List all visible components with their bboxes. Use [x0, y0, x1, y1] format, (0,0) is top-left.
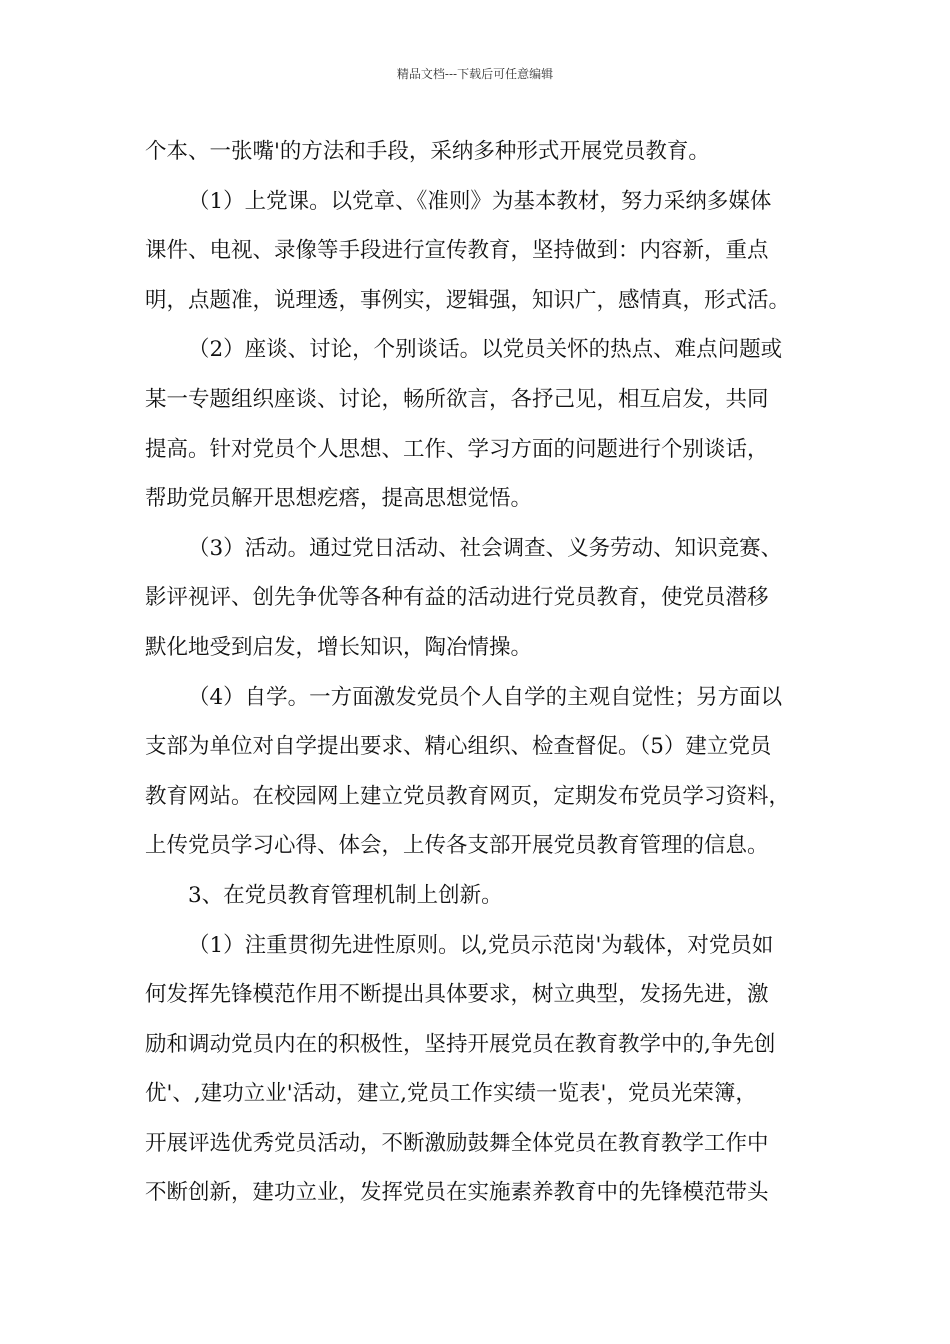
text-line: 课件、电视、录像等手段进行宣传教育，坚持做到：内容新，重点	[145, 238, 769, 264]
text-line: 帮助党员解开思想疙瘩，提高思想觉悟。	[145, 486, 533, 512]
text-line: 个本、一张嘴'的方法和手段，采纳多种形式开展党员教育。	[145, 139, 710, 164]
text-line: （3）活动。通过党日活动、社会调查、义务劳动、知识竞赛、	[188, 535, 783, 561]
text-line: 某一专题组织座谈、讨论，畅所欲言，各抒己见，相互启发，共同	[145, 386, 769, 412]
text-line: 支部为单位对自学提出要求、精心组织、检查督促。（5）建立党员	[145, 734, 772, 760]
text-line: 明，点题准，说理透，事例实，逻辑强，知识广，感情真，形式活。	[145, 287, 791, 313]
page-header: 精品文档---下载后可任意编辑	[396, 67, 554, 81]
text-line: （4）自学。一方面激发党员个人自学的主观自觉性；另方面以	[188, 684, 783, 710]
text-line: 默化地受到启发，增长知识，陶冶情操。	[145, 634, 533, 660]
text-line: 教育网站。在校园网上建立党员教育网页，定期发布党员学习资料，	[145, 783, 791, 809]
text-line: 提高。针对党员个人思想、工作、学习方面的问题进行个别谈话，	[145, 436, 769, 462]
text-line: 3、在党员教育管理机制上创新。	[188, 882, 503, 908]
text-line: 开展评选优秀党员活动，不断激励鼓舞全体党员在教育教学工作中	[145, 1130, 769, 1156]
document-body	[145, 127, 825, 1218]
text-line: （1）注重贯彻先进性原则。以,党员示范岗'为载体，对党员如	[188, 932, 774, 958]
text-line: （1）上党课。以党章、《准则》为基本教材，努力采纳多媒体	[188, 188, 772, 214]
text-line: 上传党员学习心得、体会，上传各支部开展党员教育管理的信息。	[145, 833, 769, 859]
text-line: 励和调动党员内在的积极性，坚持开展党员在教育教学中的,争先创	[145, 1031, 776, 1057]
text-line: 不断创新，建功立业，发挥党员在实施素养教育中的先锋模范带头	[145, 1180, 769, 1206]
text-line: （2）座谈、讨论，个别谈话。以党员关怀的热点、难点问题或	[188, 337, 783, 363]
text-line: 优'、,建功立业'活动，建立,党员工作实绩一览表'，党员光荣簿，	[145, 1081, 757, 1107]
text-line: 何发挥先锋模范作用不断提出具体要求，树立典型，发扬先进，激	[145, 982, 769, 1008]
text-line: 影评视评、创先争优等各种有益的活动进行党员教育，使党员潜移	[145, 585, 769, 611]
